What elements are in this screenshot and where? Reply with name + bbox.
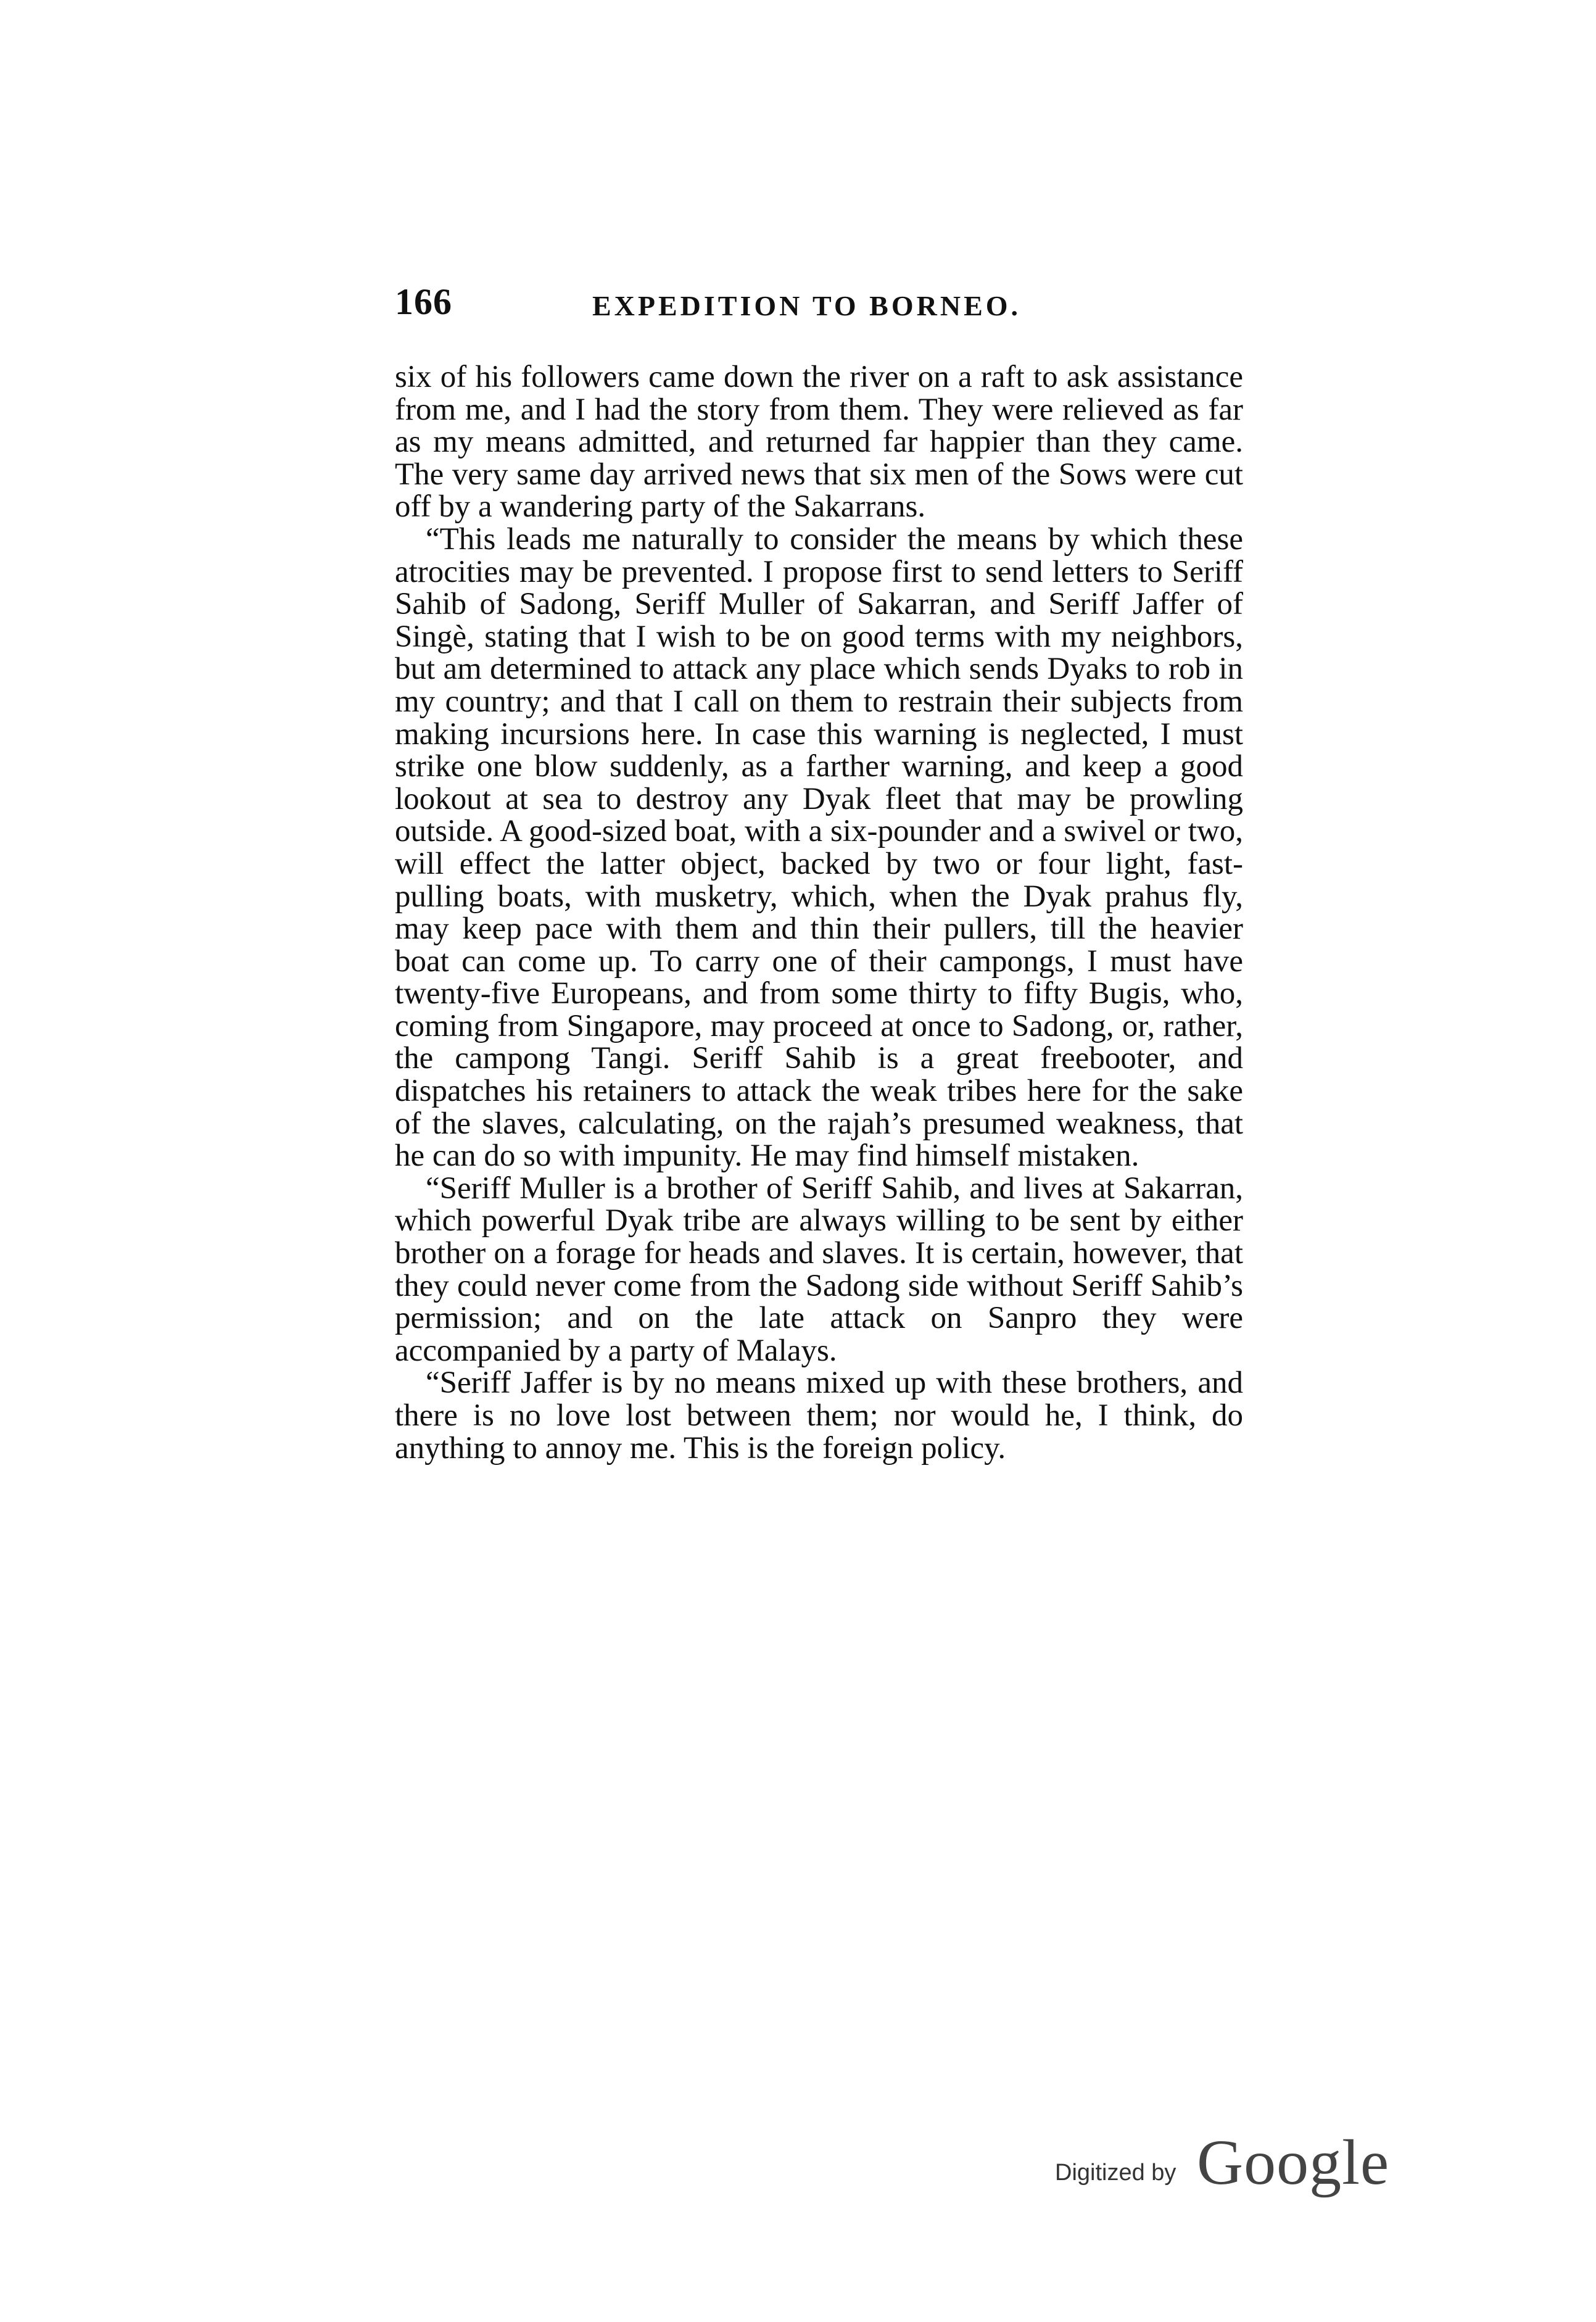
paragraph-4: “Seriff Jaffer is by no means mixed up with these brothers, and there is no love lost between them; nor would he, I think, do anything to annoy me. This is the foreign policy.: [395, 1366, 1243, 1466]
page-number: 166: [395, 281, 452, 322]
body-text: [395, 361, 1243, 1464]
paragraph-2: “This leads me naturally to consider the means by which these atrocities may be prevented. I propose first to send letters to Seriff Sahib of Sadong, Seriff Muller of Sakarran, and Seriff Jaffer of Singè, stating that I wish to be on good terms with my neighbors, but am determined to attack any place which sends Dyaks to rob in my country; and that I call on them to restrain their subjects from making incursions here. In case this warning is neglected, I must strike one blow suddenly, as a farther warning, and keep a good lookout at sea to destroy any Dyak fleet that may be prowling outside. A good-sized boat, with a six-pounder and a swivel or two, will effect the latter object, backed by two or four light, fast-pulling boats, with musketry, which, when the Dyak prahus fly, may keep pace with them and thin their pullers, till the heavier boat can come up. To carry one of their campongs, I must have twenty-five Europeans, and from some thirty to fifty Bugis, who, coming from Singapore, may proceed at once to Sadong, or, rather, the campong Tangi. Seriff Sahib is a great freebooter, and dispatches his retainers to attack the weak tribes here for the sake of the slaves, calculating, on the rajah’s presumed weakness, that he can do so with impunity. He may find himself mistaken.: [395, 521, 1243, 1174]
digitized-by-google-watermark: [1055, 2126, 1400, 2200]
page-header: [395, 281, 1246, 330]
digitized-by-label: Digitized by: [1055, 2160, 1176, 2186]
paragraph-1: six of his followers came down the river on a raft to ask assistance from me, and I had the story from them. They were relieved as far as my means admitted, and returned far happier than they came. The very same day arrived news that six men of the Sows were cut off by a wandering party of the Sakarrans.: [395, 360, 1243, 525]
paragraph-3: “Seriff Muller is a brother of Seriff Sahib, and lives at Sakarran, which powerful Dyak tribe are always willing to be sent by either brother on a forage for heads and slaves. It is certain, however, that they could never come from the Sadong side without Seriff Sahib’s permission; and on the late attack on Sanpro they were accompanied by a party of Malays.: [395, 1171, 1243, 1368]
running-head: EXPEDITION TO BORNEO.: [592, 290, 1022, 321]
google-logo: Google: [1197, 2127, 1390, 2198]
